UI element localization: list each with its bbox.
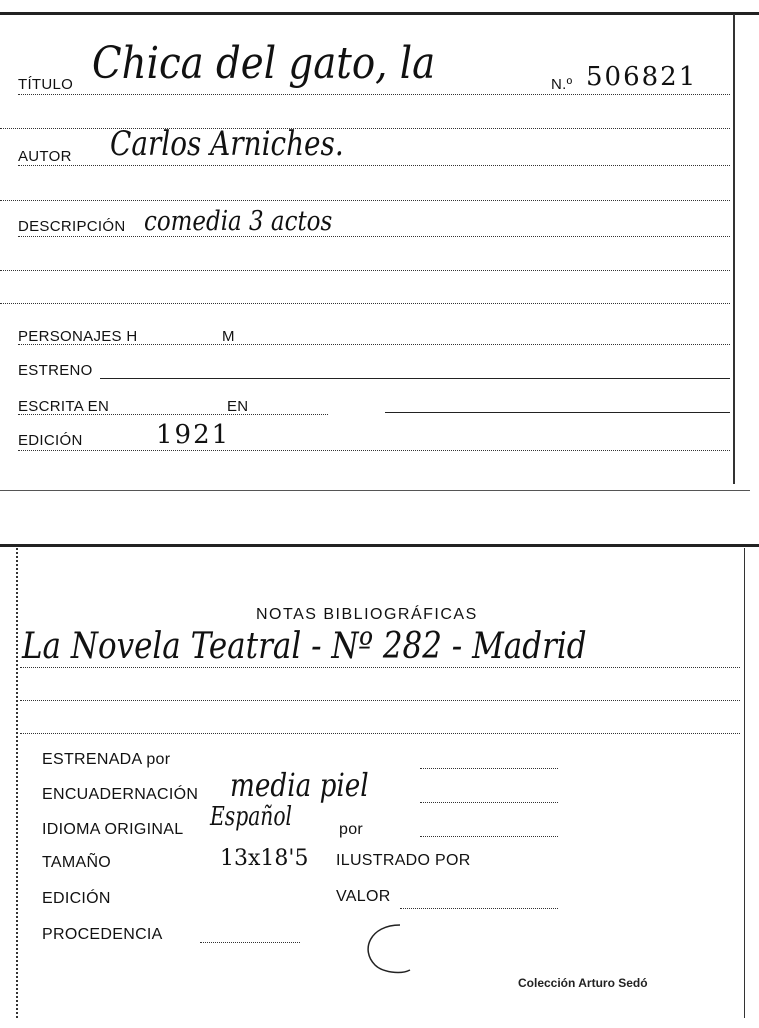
catalog-card-bottom [0, 540, 759, 1028]
titulo-label: TÍTULO [18, 76, 74, 93]
autor-handwritten: Carlos Arniches. [110, 124, 344, 164]
idioma-handwritten: Español [210, 802, 293, 832]
idioma-original-label: IDIOMA ORIGINAL [42, 821, 184, 838]
collection-footer: Colección Arturo Sedó [518, 976, 648, 990]
card-top-edge [0, 544, 759, 547]
catalog-card-top [0, 0, 759, 500]
descripcion-line [18, 236, 730, 237]
tamano-handwritten: 13x18'5 [220, 846, 309, 871]
procedencia-line [200, 942, 300, 943]
valor-label: VALOR [336, 888, 391, 905]
escrita-line-right [385, 412, 730, 413]
edicion-line [18, 450, 730, 451]
estreno-line [100, 378, 730, 379]
personajes-m-label: M [222, 328, 235, 345]
card-right-edge [733, 14, 735, 484]
encuadernacion-label: ENCUADERNACIÓN [42, 786, 199, 803]
numero-label: N.º [551, 76, 573, 93]
procedencia-label: PROCEDENCIA [42, 926, 163, 943]
pencil-mark [360, 920, 420, 980]
notas-line [20, 667, 740, 668]
idioma-line [420, 836, 558, 837]
ilustrado-por-label: ILUSTRADO POR [336, 852, 471, 869]
card-bottom-edge [0, 490, 750, 491]
titulo-line [18, 94, 730, 95]
escrita-en-label: ESCRITA EN [18, 398, 110, 415]
autor-line [18, 165, 730, 166]
titulo-handwritten: Chica del gato, la [92, 38, 436, 89]
estrenada-por-label: ESTRENADA por [42, 751, 171, 768]
por-label: por [339, 821, 364, 838]
escrita-line [18, 414, 328, 415]
encuadernacion-line [420, 802, 558, 803]
edicion-label: EDICIÓN [18, 432, 83, 449]
card-right-edge [744, 548, 745, 1018]
personajes-line [18, 344, 730, 345]
en-label: EN [227, 398, 249, 415]
card-top-edge [0, 12, 759, 15]
personajes-h-label: PERSONAJES H [18, 328, 138, 345]
edicion-handwritten: 1921 [156, 420, 231, 450]
edicion-label-2: EDICIÓN [42, 890, 111, 907]
valor-line [400, 908, 558, 909]
descripcion-handwritten: comedia 3 actos [144, 206, 333, 237]
estreno-label: ESTRENO [18, 362, 93, 379]
descripcion-label: DESCRIPCIÓN [18, 218, 126, 235]
ruled-line [20, 700, 740, 701]
tamano-label: TAMAÑO [42, 854, 112, 871]
encuadernacion-handwritten: media piel [230, 766, 369, 804]
ruled-line [0, 200, 730, 201]
notas-handwritten: La Novela Teatral - Nº 282 - Madrid [22, 626, 587, 667]
notas-heading: NOTAS BIBLIOGRÁFICAS [256, 606, 478, 623]
ruled-line [0, 303, 730, 304]
numero-handwritten: 506821 [586, 62, 698, 92]
estrenada-line [420, 768, 558, 769]
autor-label: AUTOR [18, 148, 72, 165]
ruled-line [0, 270, 730, 271]
card-left-edge [16, 548, 19, 1018]
ruled-line [20, 733, 740, 734]
